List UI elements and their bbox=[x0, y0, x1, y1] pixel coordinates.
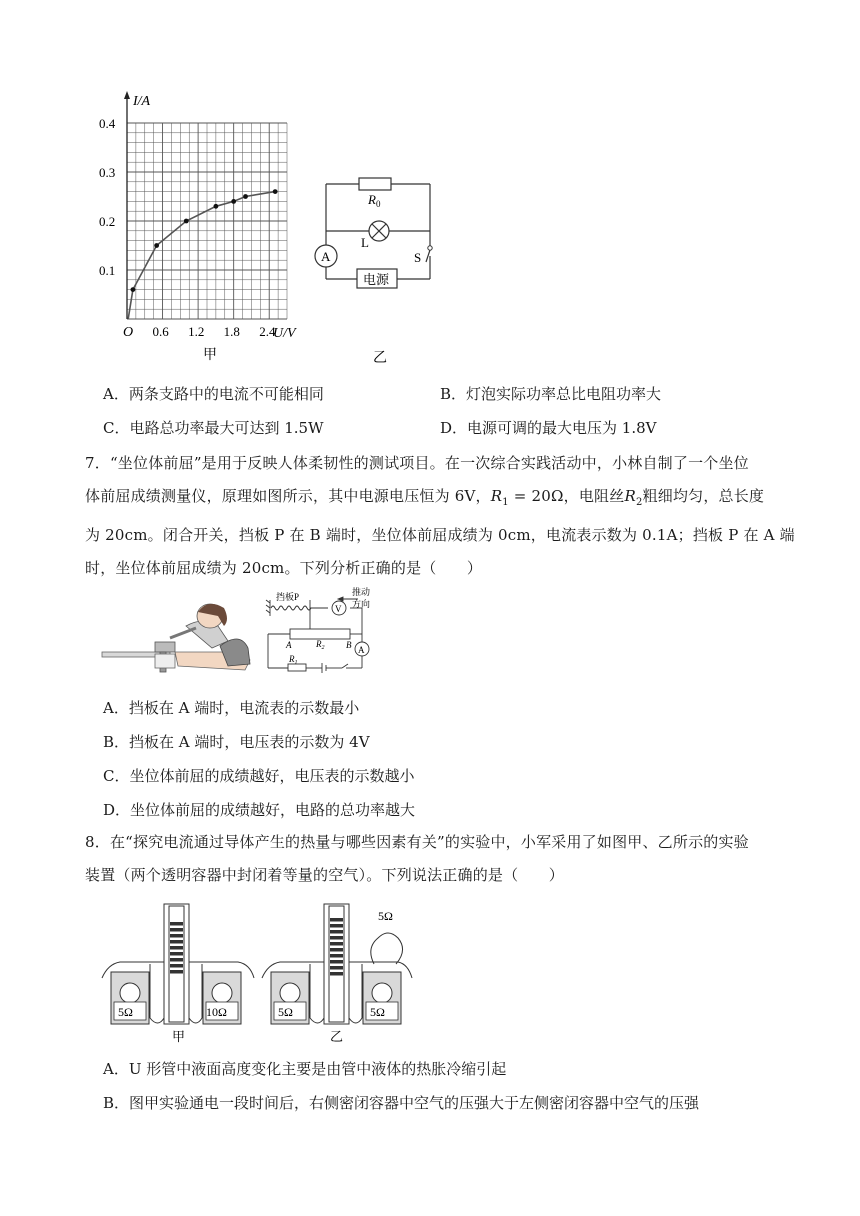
joule-heating-figure bbox=[98, 898, 418, 1048]
push-label-2: 方向 bbox=[352, 599, 371, 609]
jia-left-resistor-label: 5Ω bbox=[118, 1005, 133, 1019]
lamp-label: L bbox=[361, 235, 369, 250]
y-tick-label: 0.3 bbox=[99, 165, 116, 180]
data-point bbox=[213, 204, 218, 209]
q7-line-4: 时，坐位体前屈成绩为 20cm。下列分析正确的是（ ） bbox=[85, 559, 483, 577]
q8-option-a: A．U 形管中液面高度变化主要是由管中液体的热胀冷缩引起 bbox=[103, 1060, 507, 1078]
x-tick-label: 0.6 bbox=[152, 324, 169, 339]
q6-option-d: D．电源可调的最大电压为 1.8V bbox=[440, 419, 657, 437]
liquid-segment bbox=[330, 936, 343, 940]
liquid-segment bbox=[170, 958, 183, 962]
data-point bbox=[154, 243, 159, 248]
x-tick-label: 2.4 bbox=[259, 324, 276, 339]
q7-line-2: 体前屈成绩测量仪，原理如图所示，其中电源电压恒为 6V，$R_1 = 20\Omega$，电阻丝$R_2$粗细均匀，总长度 bbox=[85, 487, 765, 508]
lamp-icon bbox=[369, 221, 389, 241]
q7-line-3: 为 20cm。闭合开关，挡板 P 在 B 端时，坐位体前屈成绩为 0cm，电流表示数为 0.1A；挡板 P 在 A 端 bbox=[85, 526, 795, 544]
data-point bbox=[131, 287, 136, 292]
switch-label: S bbox=[414, 250, 422, 265]
ammeter-label: A bbox=[321, 249, 331, 264]
graph-caption: 甲 bbox=[203, 348, 217, 363]
yi-external-resistor-label: 5Ω bbox=[378, 909, 393, 923]
y-axis-label: I/A bbox=[133, 94, 151, 109]
liquid-segment bbox=[170, 970, 183, 974]
liquid-segment bbox=[330, 954, 343, 958]
circuit-diagram-yi bbox=[305, 170, 445, 370]
q6-option-a: A．两条支路中的电流不可能相同 bbox=[103, 385, 324, 403]
graph-grid bbox=[127, 123, 287, 319]
origin-label: O bbox=[123, 325, 134, 340]
push-label-1: 推动 bbox=[352, 587, 371, 597]
sit-and-reach-figure bbox=[100, 586, 380, 686]
power-source-label: 电源 bbox=[363, 272, 390, 287]
switch-icon bbox=[426, 246, 432, 262]
liquid-segment bbox=[170, 964, 183, 968]
liquid-segment bbox=[330, 948, 343, 952]
q7-option-c: C．坐位体前屈的成绩越好，电压表的示数越小 bbox=[103, 767, 415, 785]
x-tick-label: 1.8 bbox=[223, 324, 240, 339]
person-illustration bbox=[102, 604, 250, 672]
iv-graph bbox=[95, 85, 310, 375]
liquid-segment bbox=[330, 924, 343, 928]
q7-line-1: 7．“坐位体前屈”是用于反映人体柔韧性的测试项目。在一次综合实践活动中，小林自制了一个坐位 bbox=[85, 454, 749, 472]
ammeter-label: A bbox=[358, 645, 365, 655]
apparatus-diagram bbox=[266, 597, 362, 673]
liquid-segment bbox=[170, 922, 183, 926]
ammeter-icon bbox=[315, 245, 337, 267]
r1-label: $R_1$ bbox=[289, 654, 298, 666]
jia-right-resistor-label: 10Ω bbox=[206, 1005, 227, 1019]
r2-label: $R_2$ bbox=[316, 639, 325, 651]
q6-option-b: B．灯泡实际功率总比电阻功率大 bbox=[440, 385, 662, 403]
jia-liquid-column bbox=[170, 922, 183, 974]
liquid-segment bbox=[330, 942, 343, 946]
liquid-segment bbox=[330, 930, 343, 934]
y-tick-label: 0.4 bbox=[99, 116, 116, 131]
data-point bbox=[184, 219, 189, 224]
plate-label: 挡板P bbox=[276, 592, 300, 602]
end-b-label: B bbox=[346, 640, 352, 650]
liquid-segment bbox=[170, 934, 183, 938]
liquid-segment bbox=[170, 946, 183, 950]
liquid-segment bbox=[170, 928, 183, 932]
push-direction-arrow-icon bbox=[338, 597, 343, 601]
q8-option-b: B．图甲实验通电一段时间后，右侧密闭容器中空气的压强大于左侧密闭容器中空气的压强 bbox=[103, 1094, 700, 1112]
liquid-segment bbox=[330, 960, 343, 964]
q7-option-a: A．挡板在 A 端时，电流表的示数最小 bbox=[103, 699, 360, 717]
y-axis-arrow-icon bbox=[124, 91, 130, 99]
liquid-segment bbox=[170, 952, 183, 956]
q8-line-2: 装置（两个透明容器中封闭着等量的空气）。下列说法正确的是（ ） bbox=[85, 866, 564, 884]
x-axis-label: U/V bbox=[273, 326, 296, 341]
yi-caption: 乙 bbox=[330, 1029, 344, 1044]
resistor-r0 bbox=[359, 178, 391, 190]
data-point bbox=[243, 194, 248, 199]
yi-right-resistor-label: 5Ω bbox=[370, 1005, 385, 1019]
circuit-caption: 乙 bbox=[373, 351, 387, 366]
liquid-segment bbox=[330, 918, 343, 922]
q6-option-c: C．电路总功率最大可达到 1.5W bbox=[103, 419, 324, 437]
q7-option-b: B．挡板在 A 端时，电压表的示数为 4V bbox=[103, 733, 370, 751]
x-tick-label: 1.2 bbox=[188, 324, 205, 339]
end-a-label: A bbox=[286, 640, 292, 650]
data-point bbox=[273, 189, 278, 194]
y-tick-label: 0.2 bbox=[99, 214, 116, 229]
spring-icon bbox=[271, 606, 311, 610]
data-point bbox=[231, 199, 236, 204]
q8-line-1: 8．在“探究电流通过导体产生的热量与哪些因素有关”的实验中，小军采用了如图甲、乙所示的实验 bbox=[85, 833, 749, 851]
liquid-segment bbox=[330, 972, 343, 976]
q8-stem bbox=[85, 826, 805, 892]
iv-curve bbox=[128, 192, 275, 319]
y-tick-label: 0.1 bbox=[99, 263, 116, 278]
q7-option-d: D．坐位体前屈的成绩越好，电路的总功率越大 bbox=[103, 801, 416, 819]
r0-label: $R_0$ bbox=[368, 192, 381, 209]
yi-left-resistor-label: 5Ω bbox=[278, 1005, 293, 1019]
voltmeter-label: V bbox=[335, 604, 342, 614]
liquid-segment bbox=[170, 940, 183, 944]
q7-stem bbox=[85, 447, 805, 585]
jia-caption: 甲 bbox=[172, 1029, 186, 1044]
liquid-segment bbox=[330, 966, 343, 970]
